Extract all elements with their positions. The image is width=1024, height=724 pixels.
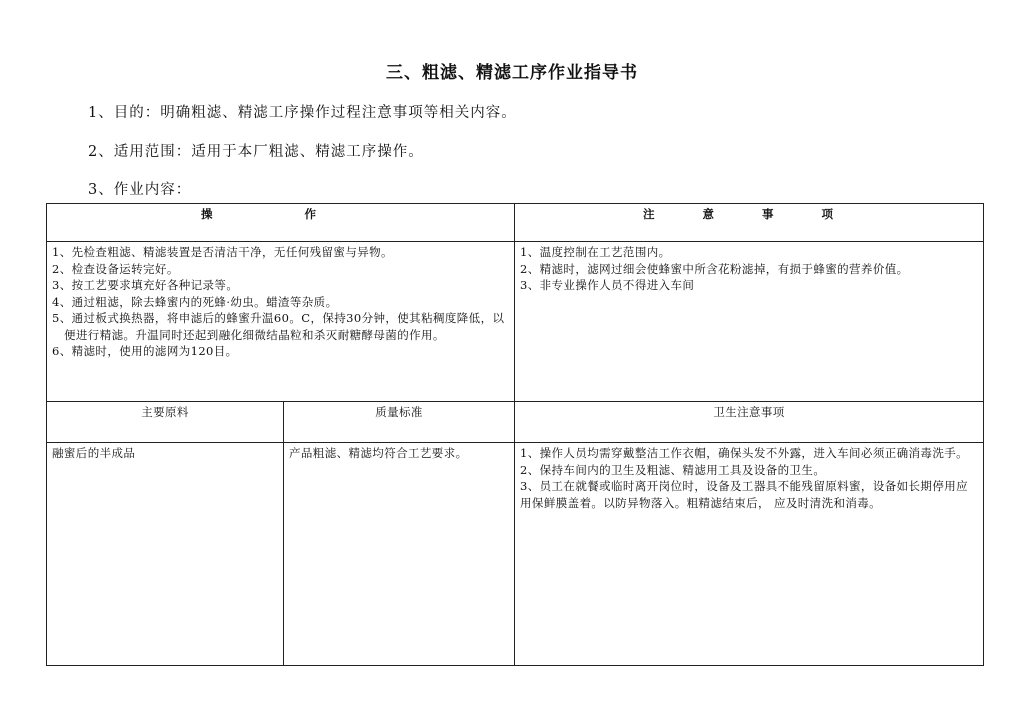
hygiene-cell <box>515 443 984 666</box>
note-item: 2、精滤时，滤网过细会使蜂蜜中所含花粉滤掉，有损于蜂蜜的营养价值。 <box>520 261 909 276</box>
hygiene-item: 1、操作人员均需穿戴整洁工作衣帽，确保头发不外露，进入车间必须正确消毒洗手。 <box>520 446 969 460</box>
note-item: 3、非专业操作人员不得进入车间 <box>520 278 695 292</box>
operation-step: 6、精滤时，使用的滤网为120目。 <box>52 344 238 358</box>
operation-step: 5、通过板式换热器，将申滤后的蜂蜜升温60。C，保持30分钟，使其粘稠度降低，以便进行精滤。升温同时还起到融化细微结晶粒和杀灭耐糖酵母菌的作用。 <box>52 311 505 342</box>
materials-value: 融蜜后的半成品 <box>47 443 284 666</box>
operation-step: 1、先检查粗滤、精滤装置是否清洁干净，无任何残留蜜与异物。 <box>52 245 393 259</box>
note-item: 1、温度控制在工艺范围内。 <box>520 245 671 259</box>
materials-header: 主要原料 <box>47 402 284 443</box>
purpose-line: 1、目的：明确粗滤、精滤工序操作过程注意事项等相关内容。 <box>88 105 517 121</box>
operation-step: 3、按工艺要求填充好各种记录等。 <box>52 278 239 292</box>
operations-cell <box>47 242 515 402</box>
document-title: 三、粗滤、精滤工序作业指导书 <box>386 63 638 83</box>
operation-header: 操 作 <box>47 204 515 242</box>
quality-value: 产品粗滤、精滤均符合工艺要求。 <box>284 443 515 666</box>
hygiene-item: 3、员工在就餐或临时离开岗位时，设备及工器具不能残留原料蜜，设备如长期停用应用保鲜膜盖着。以防异物落入。粗精滤结束后， 应及时清洗和消毒。 <box>520 479 969 510</box>
scope-line: 2、适用范围：适用于本厂粗滤、精滤工序操作。 <box>88 144 424 160</box>
hygiene-item: 2、保持车间内的卫生及粗滤、精滤用工具及设备的卫生。 <box>520 462 826 477</box>
operation-step: 2、检查设备运转完好。 <box>52 261 179 276</box>
quality-header: 质量标准 <box>284 402 515 443</box>
operation-step: 4、通过粗滤，除去蜂蜜内的死蜂·幼虫。蜡渣等杂质。 <box>52 294 338 309</box>
notes-header: 注 意 事 项 <box>515 204 984 242</box>
instruction-table <box>46 203 984 666</box>
notes-cell <box>515 242 984 402</box>
content-label: 3、作业内容： <box>88 182 192 198</box>
hygiene-header: 卫生注意事项 <box>515 402 984 443</box>
